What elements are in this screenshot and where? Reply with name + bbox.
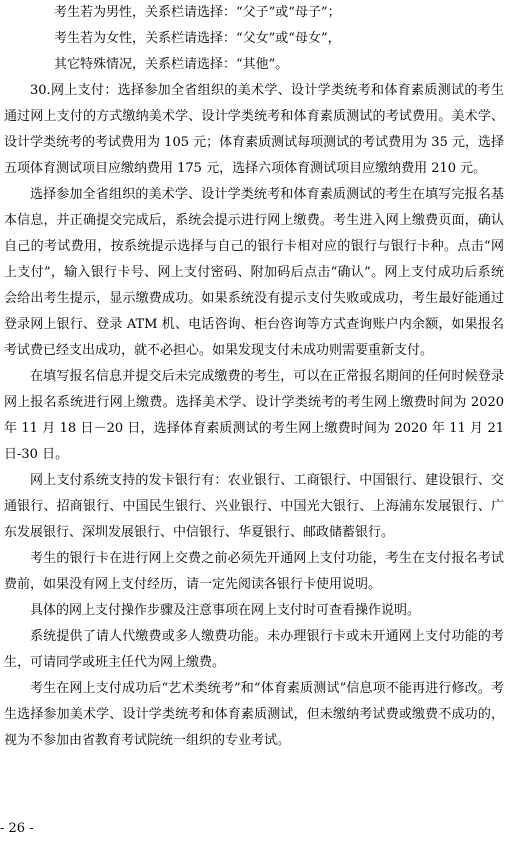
paragraph-payment-period: 在填写报名信息并提交后未完成缴费的考生，可以在正常报名期间的任何时候登录网上报名系统进行网上缴费。选择美术学、设计学类统考的考生网上缴费时间为 2020 年 11 月 18 日－20 日，选择体育素质测试的考生网上缴费时间为 2020 年 11 月 21 日-30 日。 (4, 369, 504, 462)
paragraph-card-activation: 考生的银行卡在进行网上交费之前必须先开通网上支付功能，考生在支付报名考试费前，如果没有网上支付经历，请一定先阅读各银行卡使用说明。 (4, 551, 504, 592)
paragraph-supported-banks: 网上支付系统支持的发卡银行有：农业银行、工商银行、中国银行、建设银行、交通银行、招商银行、中国民生银行、兴业银行、中国光大银行、上海浦东发展银行、广东发展银行、深圳发展银行、中信银行、华夏银行、邮政储蓄银行。 (4, 473, 504, 540)
paragraph-operation-guide: 具体的网上支付操作步骤及注意事项在网上支付时可查看操作说明。 (30, 603, 421, 618)
paragraph-online-payment-fees: 30.网上支付：选择参加全省组织的美术学、设计学类统考和体育素质测试的考生通过网上支付的方式缴纳美术学、设计学类统考和体育素质测试的考试费用。美术学、设计学类统考的考试费用为 105 元；体育素质测试每项测试的考试费用为 35 元，选择五项体育测试项目应缴纳费用 175 元，选择六项体育测试项目应缴纳费用 210 元。 (4, 83, 504, 176)
page-number: - 26 - (0, 821, 34, 836)
paragraph-proxy-payment: 系统提供了请人代缴费或多人缴费功能。未办理银行卡或未开通网上支付功能的考生，可请同学或班主任代为网上缴费。 (4, 629, 504, 670)
relation-instruction-other: 其它特殊情况，关系栏请选择：“其他”。 (54, 57, 289, 72)
relation-instruction-female: 考生若为女性，关系栏请选择：“父女”或“母女”， (54, 31, 341, 46)
relation-instruction-male: 考生若为男性，关系栏请选择：“父子”或“母子”； (54, 5, 341, 20)
paragraph-after-payment: 考生在网上支付成功后“艺术类统考”和“体育素质测试”信息项不能再进行修改。考生选择参加美术学、设计学类统考和体育素质测试，但未缴纳考试费或缴费不成功的，视为不参加由省教育考试院统一组织的专业考试。 (4, 681, 504, 748)
paragraph-payment-process: 选择参加全省组织的美术学、设计学类统考和体育素质测试的考生在填写完报名基本信息，并正确提交完成后，系统会提示进行网上缴费。考生进入网上缴费页面，确认自己的考试费用，按系统提示选择与自己的银行卡相对应的银行与银行卡种。点击“网上支付”，输入银行卡号、网上支付密码、附加码后点击“确认”。网上支付成功后系统会给出考生提示，显示缴费成功。如果系统没有提示支付失败或成功，考生最好能通过登录网上银行、登录 ATM 机、电话咨询、柜台咨询等方式查询账户内余额，如果报名考试费已经支出成功，就不必担心。如果发现支付未成功则需要重新支付。 (4, 187, 504, 358)
document-body (4, 0, 504, 754)
